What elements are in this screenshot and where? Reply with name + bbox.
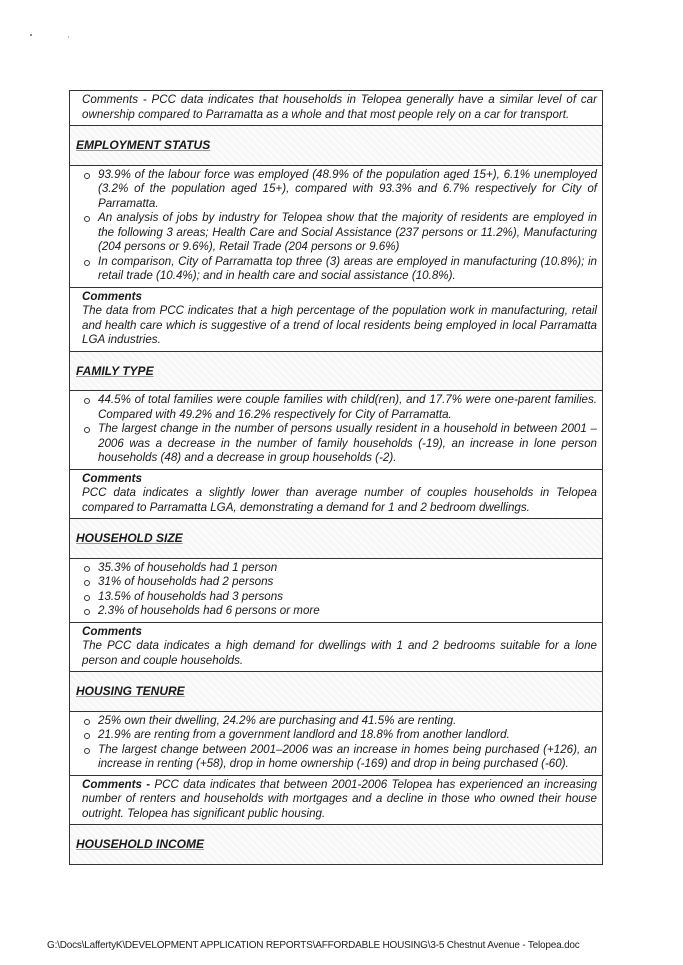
list-item: An analysis of jobs by industry for Telopea show that the majority of residents are employed in the following 3 areas; Health Care and Social Assistance (237 persons or 11.2%), Manufacturing (204 persons or 9.6%), Retail Trade (204 persons or 9.6%) (82, 211, 597, 255)
comments-label: Comments - (82, 777, 151, 791)
household-size-heading: HOUSEHOLD SIZE (70, 518, 602, 558)
employment-status-heading: EMPLOYMENT STATUS (70, 125, 602, 165)
family-comments (70, 469, 602, 519)
comments-label: Comments (82, 624, 142, 638)
family-type-heading: FAMILY TYPE (70, 351, 602, 391)
comments-label: Comments (82, 471, 142, 485)
list-item: 21.9% are renting from a government landlord and 18.8% from another landlord. (82, 728, 597, 743)
list-item: The largest change between 2001–2006 was an increase in homes being purchased (+126), an increase in renting (+58), drop in home ownership (-169) and drop in being purchased (-60). (82, 743, 597, 772)
list-item: 93.9% of the labour force was employed (48.9% of the population aged 15+), 6.1% unemployed (3.2% of the population aged 15+), compared with 93.3% and 6.7% respectively for City of Parramatta. (82, 168, 597, 212)
tenure-bullets (70, 711, 602, 775)
car-ownership-comments (70, 91, 602, 125)
scan-speck (68, 36, 69, 38)
comments-text: PCC data indicates that between 2001-2006 Telopea has experienced an increasing number of renters and households with mortgages and a decline in those who owned their house outright. Telopea has significant public housing. (82, 777, 597, 820)
household-size-bullets (70, 558, 602, 622)
housing-tenure-heading: HOUSING TENURE (70, 671, 602, 711)
list-item: In comparison, City of Parramatta top three (3) areas are employed in manufacturing (10.8%); in retail trade (10.4%); and in health care and social assistance (10.8%). (82, 255, 597, 284)
file-path-footer: G:\Docs\LaffertyK\DEVELOPMENT APPLICATION REPORTS\AFFORDABLE HOUSING\3-5 Chestnut Avenue - Telopea.doc (47, 940, 580, 951)
list-item: 44.5% of total families were couple families with child(ren), and 17.7% were one-parent families. Compared with 49.2% and 16.2% respectively for City of Parramatta. (82, 393, 597, 422)
list-item: 31% of households had 2 persons (82, 575, 597, 590)
employment-bullets (70, 165, 602, 287)
scan-speck (30, 34, 32, 36)
list-item: 13.5% of households had 3 persons (82, 590, 597, 605)
comments-text: PCC data indicates a slightly lower than average number of couples households in Telopea compared to Parramatta LGA, demonstrating a demand for 1 and 2 bedroom dwellings. (82, 486, 597, 514)
list-item: The largest change in the number of persons usually resident in a household in between 2001 – 2006 was a decrease in the number of family households (-19), an increase in lone person households (48) and a decrease in group households (-2). (82, 422, 597, 466)
comments-text: The data from PCC indicates that a high percentage of the population work in manufacturing, retail and health care which is suggestive of a trend of local residents being employed in local Parramatta LGA industries. (82, 304, 597, 346)
comments-label: Comments (82, 289, 142, 303)
family-bullets (70, 390, 602, 469)
employment-comments (70, 287, 602, 351)
comments-text: Comments - PCC data indicates that households in Telopea generally have a similar level of car ownership compared to Parramatta as a whole and that most people rely on a car for transport. (82, 93, 597, 121)
list-item: 2.3% of households had 6 persons or more (82, 604, 597, 619)
list-item: 25% own their dwelling, 24.2% are purchasing and 41.5% are renting. (82, 714, 597, 729)
list-item: 35.3% of households had 1 person (82, 561, 597, 576)
comments-text: The PCC data indicates a high demand for dwellings with 1 and 2 bedrooms suitable for a lone person and couple households. (82, 639, 597, 667)
demographics-table (69, 90, 603, 865)
tenure-comments (70, 775, 602, 825)
household-income-heading: HOUSEHOLD INCOME (70, 824, 602, 864)
household-size-comments (70, 622, 602, 672)
